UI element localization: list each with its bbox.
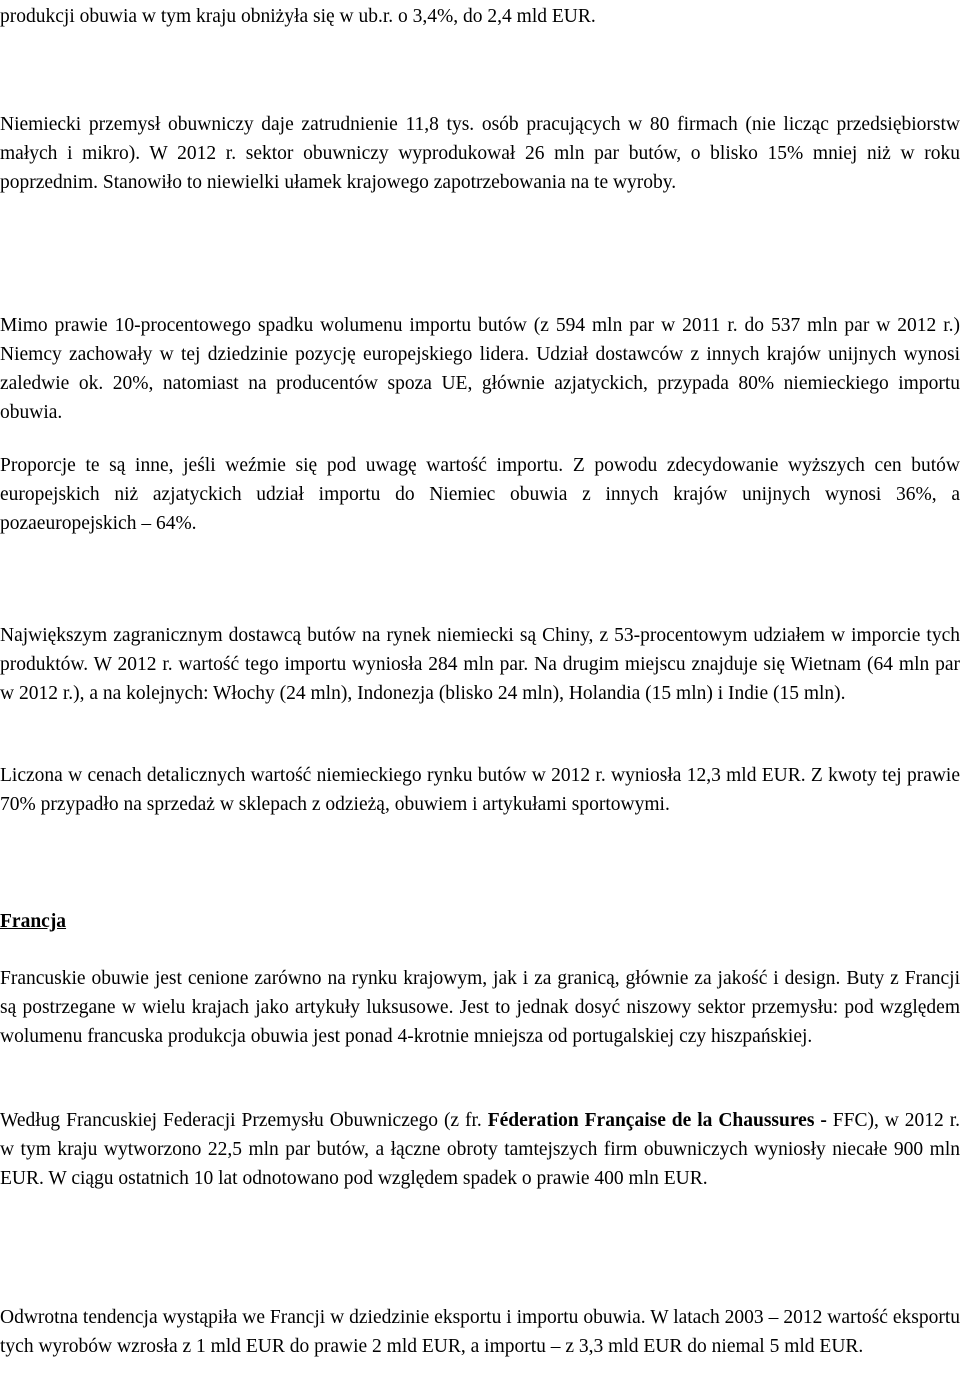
federation-name: Féderation Française de la Chaussures - xyxy=(487,1110,833,1131)
section-heading-francja: Francja xyxy=(0,911,67,932)
paragraph-8-intro: Według Francuskiej Federacji Przemysłu Obuwniczego (z fr. xyxy=(0,1110,488,1131)
paragraph-9: Odwrotna tendencja wystąpiła we Francji w dziedzinie eksportu i importu obuwia. W latach 2003 – 2012 wartość eksportu tych wyrobów wzrosła z 1 mld EUR do prawie 2 mld EUR, a importu – z 3,3 mld EUR do niemal 5 mld EUR. xyxy=(0,1307,960,1357)
paragraph-8-body: FFC), w 2012 r. w tym kraju wytworzono 22,5 mln par butów, a łączne obroty tamtejszych firm obuwniczych wyniosły niecałe 900 mln EUR. W ciągu ostatnich 10 lat odnotowano pod względem spadek o prawie 400 mln EUR. xyxy=(0,1110,960,1189)
paragraph-8 xyxy=(0,1106,960,1193)
paragraph-6: Liczona w cenach detalicznych wartość niemieckiego rynku butów w 2012 r. wyniosła 12,3 mld EUR. Z kwoty tej prawie 70% przypadło na sprzedaż w sklepach z odzieżą, obuwiem i artykułami sportowymi. xyxy=(0,765,960,815)
paragraph-3: Mimo prawie 10-procentowego spadku wolumenu importu butów (z 594 mln par w 2011 r. do 537 mln par w 2012 r.) Niemcy zachowały w tej dziedzinie pozycję europejskiego lidera. Udział dostawców z innych krajów unijnych wynosi zaledwie ok. 20%, natomiast na producentów spoza UE, głównie azjatyckich, przypada 80% niemieckiego importu obuwia. xyxy=(0,315,960,423)
paragraph-4: Proporcje te są inne, jeśli weźmie się pod uwagę wartość importu. Z powodu zdecydowanie wyższych cen butów europejskich niż azjatyckich udział importu do Niemiec obuwia z innych krajów unijnych wynosi 36%, a pozaeuropejskich – 64%. xyxy=(0,455,960,534)
paragraph-7: Francuskie obuwie jest cenione zarówno na rynku krajowym, jak i za granicą, głównie za jakość i design. Buty z Francji są postrzegane w wielu krajach jako artykuły luksusowe. Jest to jednak dosyć niszowy sektor przemysłu: pod względem wolumenu francuska produkcja obuwia jest ponad 4-krotnie mniejsza od portugalskiej czy hiszpańskiej. xyxy=(0,968,960,1047)
paragraph-1: produkcji obuwia w tym kraju obniżyła się w ub.r. o 3,4%, do 2,4 mld EUR. xyxy=(0,6,596,27)
paragraph-5: Największym zagranicznym dostawcą butów na rynek niemiecki są Chiny, z 53-procentowym udziałem w imporcie tych produktów. W 2012 r. wartość tego importu wyniosła 284 mln par. Na drugim miejscu znajduje się Wietnam (64 mln par w 2012 r.), a na kolejnych: Włochy (24 mln), Indonezja (blisko 24 mln), Holandia (15 mln) i Indie (15 mln). xyxy=(0,625,960,704)
paragraph-2: Niemiecki przemysł obuwniczy daje zatrudnienie 11,8 tys. osób pracujących w 80 firmach (nie licząc przedsiębiorstw małych i mikro). W 2012 r. sektor obuwniczy wyprodukował 26 mln par butów, o blisko 15% mniej niż w roku poprzednim. Stanowiło to niewielki ułamek krajowego zapotrzebowania na te wyroby. xyxy=(0,114,960,193)
